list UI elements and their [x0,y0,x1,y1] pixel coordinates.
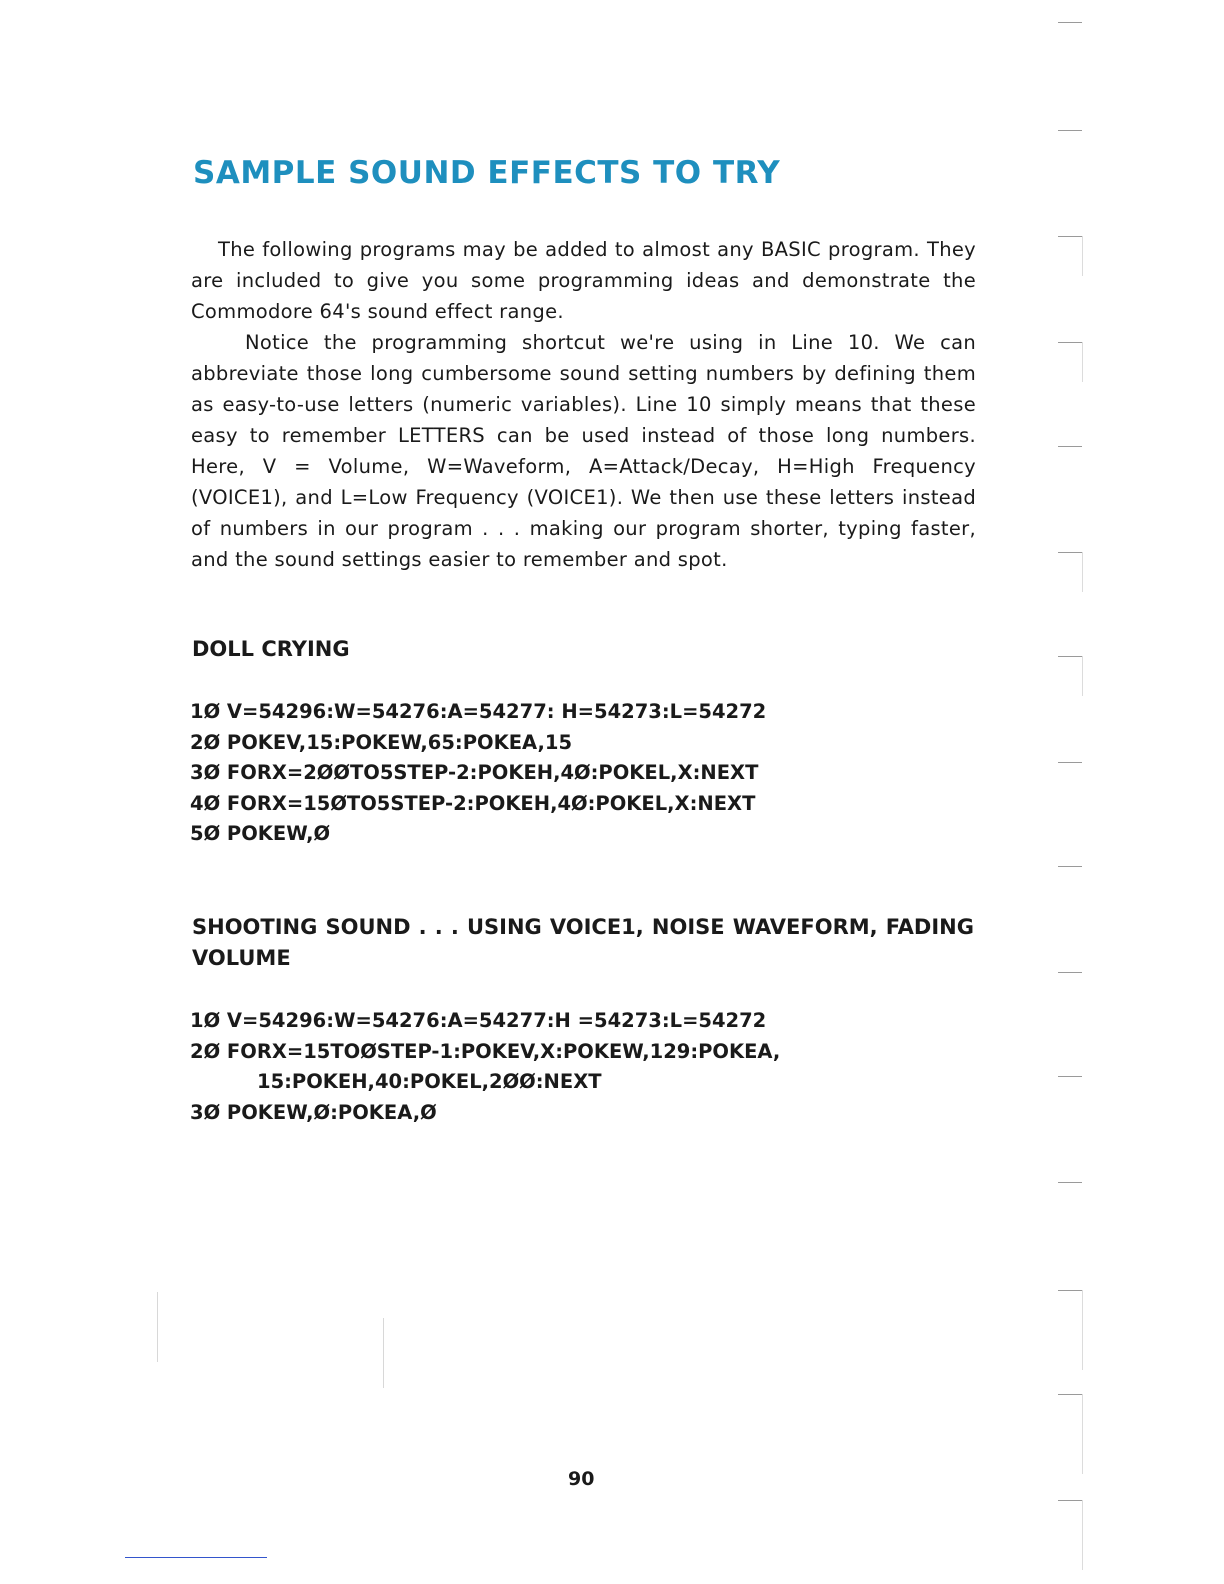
code-line: 2Ø FORX=15TOØSTEP-1:POKEV,X:POKEW,129:POKEA, [190,1039,781,1063]
edge-rule [1082,236,1083,276]
code-line-continuation: 15:POKEH,40:POKEL,2ØØ:NEXT [257,1070,602,1093]
edge-tick [1058,446,1082,447]
edge-tick [1058,236,1082,237]
edge-rule [1082,342,1083,382]
code-line: 3Ø FORX=2ØØTO5STEP-2:POKEH,4Ø:POKEL,X:NEXT [190,761,759,784]
code-line: 2Ø POKEV,15:POKEW,65:POKEA,15 [190,730,573,754]
page-title: SAMPLE SOUND EFFECTS TO TRY [193,155,781,191]
edge-tick [1058,972,1082,973]
code-block-doll-crying [190,697,766,850]
intro-text [191,234,976,575]
code-line: 1Ø V=54296:W=54276:A=54277: H=54273:L=54272 [190,700,767,723]
edge-rule [1082,1290,1083,1370]
section-heading-doll-crying: DOLL CRYING [192,637,350,661]
edge-rule [1082,1394,1083,1474]
edge-tick [1058,1290,1082,1291]
edge-tick [1058,552,1082,553]
intro-paragraph: The following programs may be added to almost any BASIC program. They are included to give you some programming ideas and demonstrate the Commodore 64's sound effect range. [191,238,976,323]
edge-tick [1058,1500,1082,1501]
edge-tick [1058,1394,1082,1395]
edge-tick [1058,656,1082,657]
edge-tick [1058,22,1082,23]
code-line: 4Ø FORX=15ØTO5STEP-2:POKEH,4Ø:POKEL,X:NEXT [190,791,756,815]
section-heading-shooting-sound: SHOOTING SOUND . . . USING VOICE1, NOISE WAVEFORM, FADING VOLUME [192,915,974,970]
edge-tick [1058,1076,1082,1077]
edge-rule [1082,1500,1083,1570]
edge-tick [1058,866,1082,867]
edge-rule [1082,656,1083,696]
scan-artifact [383,1318,384,1388]
edge-rule [1082,552,1083,592]
edge-tick [1058,130,1082,131]
binding-edge-marks [1058,0,1088,1584]
bottom-rule [125,1557,267,1558]
code-line: 5Ø POKEW,Ø [190,822,331,845]
code-line: 3Ø POKEW,Ø:POKEA,Ø [190,1100,437,1124]
page-number: 90 [568,1468,595,1490]
shortcut-paragraph: Notice the programming shortcut we're using in Line 10. We can abbreviate those long cumbersome sound setting numbers by defining them as easy-to-use letters (numeric variables). Line 10 simply means that these easy to remember LETTERS can be used instead of those long numbers. Here, V = Volume, W=Waveform, A=Attack/Decay, H=High Frequency (VOICE1), and L=Low Frequency (VOICE1). We then use these letters instead of numbers in our program . . . making our program shorter, typing faster, and the sound settings easier to remember and spot. [191,331,976,571]
scan-artifact [157,1292,158,1362]
edge-tick [1058,762,1082,763]
edge-tick [1058,1182,1082,1183]
code-block-shooting-sound [190,1006,780,1128]
edge-tick [1058,342,1082,343]
code-line: 1Ø V=54296:W=54276:A=54277:H =54273:L=54272 [190,1009,767,1032]
